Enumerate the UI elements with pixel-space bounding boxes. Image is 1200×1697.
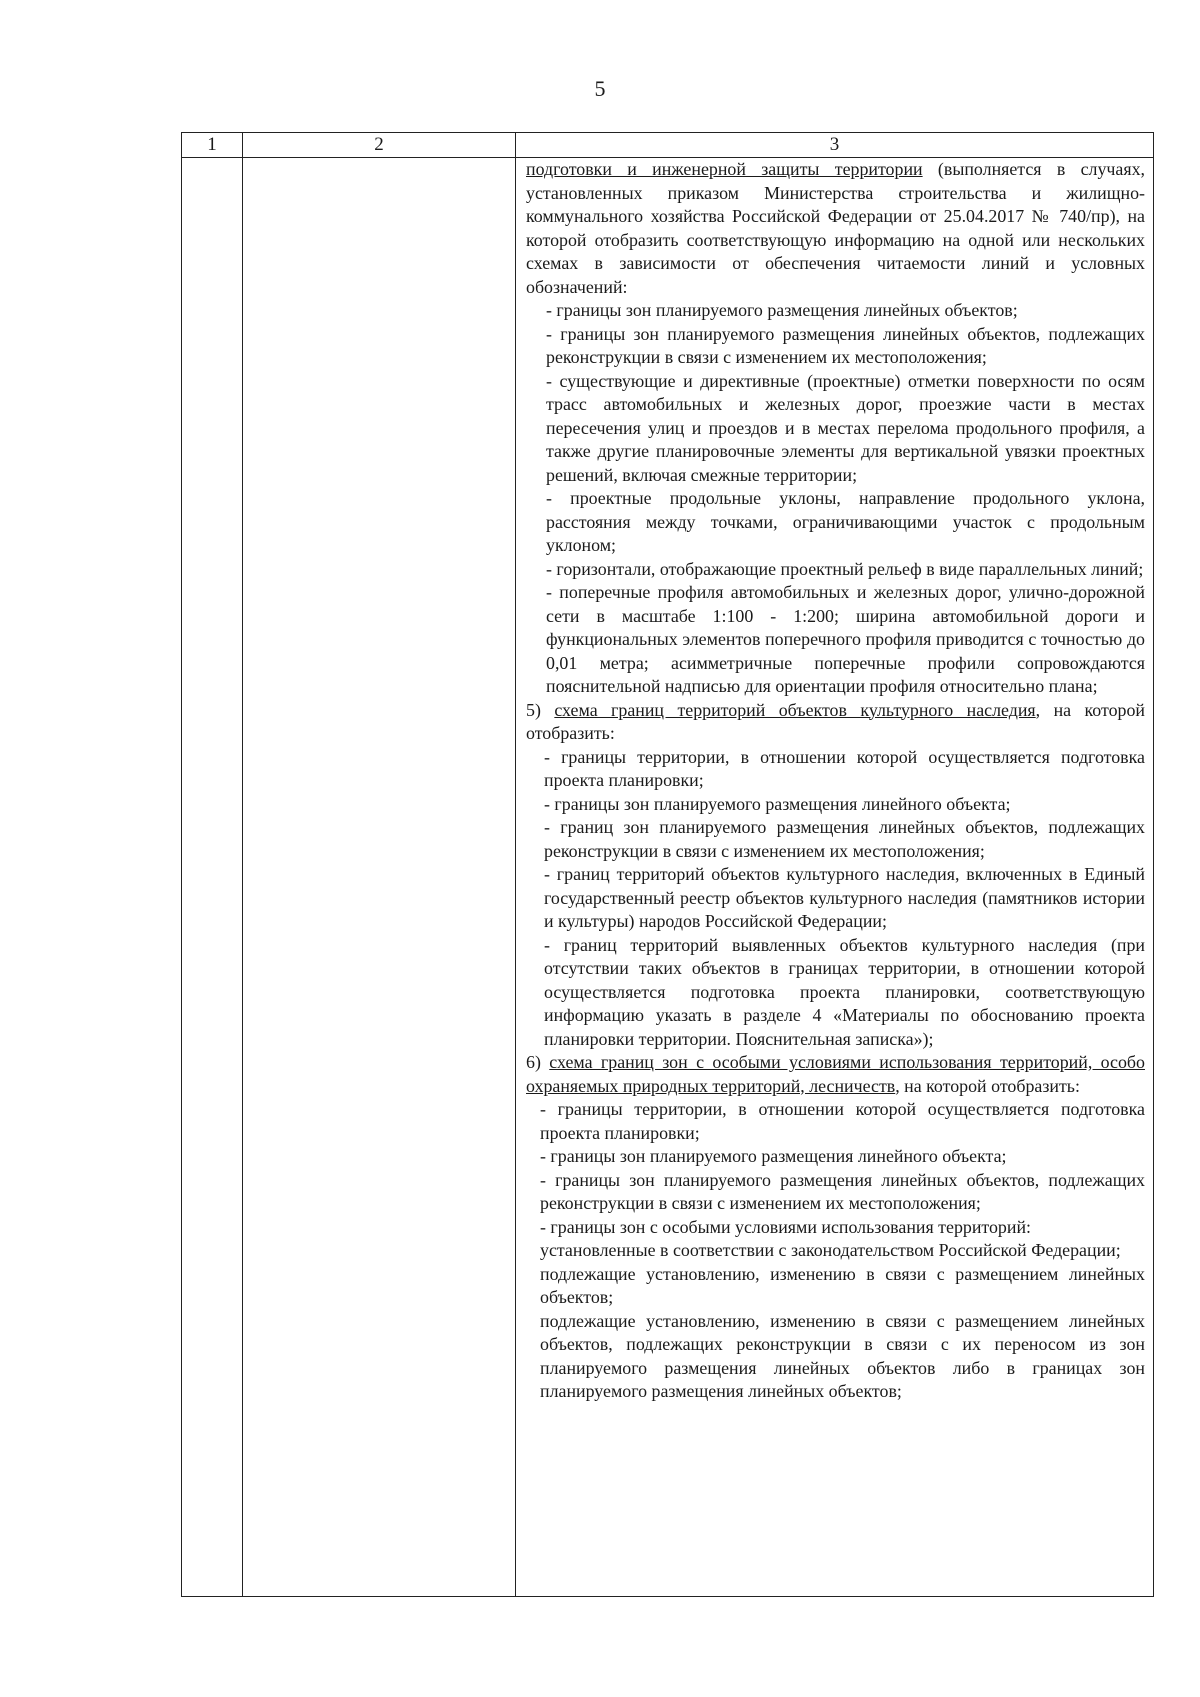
requirement-paragraph — [526, 487, 1145, 558]
requirement-paragraph — [526, 581, 1145, 699]
paragraph-text: - существующие и директивные (проектные) отметки поверхности по осям трасс автомобильных и железных дорог, проезжие части в местах пересечения улиц и проездов и в местах перелома продольного профиля, а также другие планировочные элементы для вертикальной увязки проектных решений, включая смежные территории; — [546, 370, 1145, 485]
requirements-table — [181, 132, 1154, 1597]
paragraph-text: - горизонтали, отображающие проектный рельеф в виде параллельных линий; — [546, 558, 1144, 579]
underlined-heading-text: схема границ территорий объектов культурного наследия — [554, 699, 1036, 720]
requirement-paragraph — [526, 370, 1145, 488]
paragraph-text: - границ территорий объектов культурного наследия, включенных в Единый государственный реестр объектов культурного наследия (памятников истории и культуры) народов Российской Федерации; — [544, 864, 1145, 931]
requirement-paragraph — [526, 299, 1145, 323]
cell-requirements-text — [516, 158, 1154, 1597]
requirement-paragraph — [526, 1263, 1145, 1310]
requirement-paragraph — [526, 1145, 1145, 1169]
requirement-paragraph — [526, 1239, 1145, 1263]
requirement-paragraph — [526, 1216, 1145, 1240]
requirement-paragraph — [526, 558, 1145, 582]
paragraph-text: 5) — [526, 699, 555, 720]
paragraph-text: (выполняется в случаях, установленных приказом Министерства строительства и жилищно-коммунального хозяйства Российской Федерации от 25.04.2017 № 740/пр), на которой отобразить соответствующую информацию на одной или нескольких схемах в зависимости от обеспечения читаемости линий и условных обозначений: — [526, 159, 1145, 297]
paragraph-text: - границ территорий выявленных объектов культурного наследия (при отсутствии таких объектов в границах территории, в отношении которой осуществляется подготовка проекта планировки, соответствующую информацию указать в разделе 4 «Материалы по обоснованию проекта планировки территории. Пояснительная записка»); — [544, 934, 1145, 1049]
paragraph-text: - границ зон планируемого размещения линейных объектов, подлежащих реконструкции в связи с изменением их местоположения; — [544, 817, 1145, 861]
paragraph-text: - границы зон с особыми условиями использования территорий: — [540, 1216, 1031, 1237]
paragraph-text: - границы зон планируемого размещения линейного объекта; — [540, 1146, 1007, 1166]
paragraph-text: - поперечные профиля автомобильных и железных дорог, улично-дорожной сети в масштабе 1:100 - 1:200; ширина автомобильной дороги и функциональных элементов поперечного профиля приводится с точностью до 0,01 метра; асимметричные поперечные профили сопровождаются пояснительной надписью для ориентации профиля относительно плана; — [546, 582, 1145, 696]
column-header-2: 2 — [243, 133, 516, 158]
requirement-paragraph — [526, 323, 1145, 370]
requirement-paragraph — [526, 816, 1145, 863]
paragraph-text: подлежащие установлению, изменению в связи с размещением линейных объектов, подлежащих реконструкции в связи с их переносом из зон планируемого размещения линейных объектов либо в границах зон планируемого размещения линейных объектов; — [540, 1310, 1145, 1401]
page-number: 5 — [594, 76, 606, 101]
requirement-paragraph — [526, 793, 1145, 817]
cell-section-name — [243, 158, 516, 1597]
paragraph-text: - границы территории, в отношении которой осуществляется подготовка проекта планировки; — [544, 746, 1145, 790]
requirement-paragraph — [526, 699, 1145, 746]
table-body-row — [182, 158, 1154, 1597]
paragraph-text: подлежащие установлению, изменению в связи с размещением линейных объектов; — [540, 1263, 1145, 1307]
paragraph-text: , на которой отобразить: — [526, 699, 1145, 743]
paragraph-text: , на которой отобразить: — [895, 1075, 1080, 1096]
paragraph-text: - границы зон планируемого размещения линейного объекта; — [544, 793, 1011, 814]
paragraph-text: - проектные продольные уклоны, направление продольного уклона, расстояния между точками, ограничивающими участок с продольным уклоном; — [546, 488, 1145, 555]
requirement-paragraph — [526, 863, 1145, 934]
paragraph-text: - границы территории, в отношении которой осуществляется подготовка проекта планировки; — [540, 1099, 1145, 1143]
paragraph-text: 6) — [526, 1052, 550, 1072]
requirement-paragraph — [526, 1098, 1145, 1145]
requirement-paragraph — [526, 1169, 1145, 1216]
table-header-row — [182, 133, 1154, 158]
requirements-content — [526, 158, 1145, 1404]
requirement-paragraph — [526, 934, 1145, 1052]
requirement-paragraph — [526, 158, 1145, 299]
underlined-heading-text: схема границ зон с особыми условиями использования территорий, особо охраняемых природных территорий, лесничеств — [526, 1052, 1145, 1096]
column-header-3: 3 — [516, 133, 1154, 158]
requirement-paragraph — [526, 746, 1145, 793]
requirement-paragraph — [526, 1310, 1145, 1404]
requirement-paragraph — [526, 1051, 1145, 1098]
cell-number — [182, 158, 243, 1597]
column-header-1: 1 — [182, 133, 243, 158]
paragraph-text: - границы зон планируемого размещения линейных объектов, подлежащих реконструкции в связи с изменением их местоположения; — [540, 1169, 1145, 1213]
paragraph-text: установленные в соответствии с законодательством Российской Федерации; — [540, 1240, 1121, 1260]
paragraph-text: - границы зон планируемого размещения линейных объектов, подлежащих реконструкции в связи с изменением их местоположения; — [546, 323, 1145, 367]
paragraph-text: - границы зон планируемого размещения линейных объектов; — [546, 300, 1018, 320]
underlined-heading-text: подготовки и инженерной защиты территории — [526, 159, 923, 179]
